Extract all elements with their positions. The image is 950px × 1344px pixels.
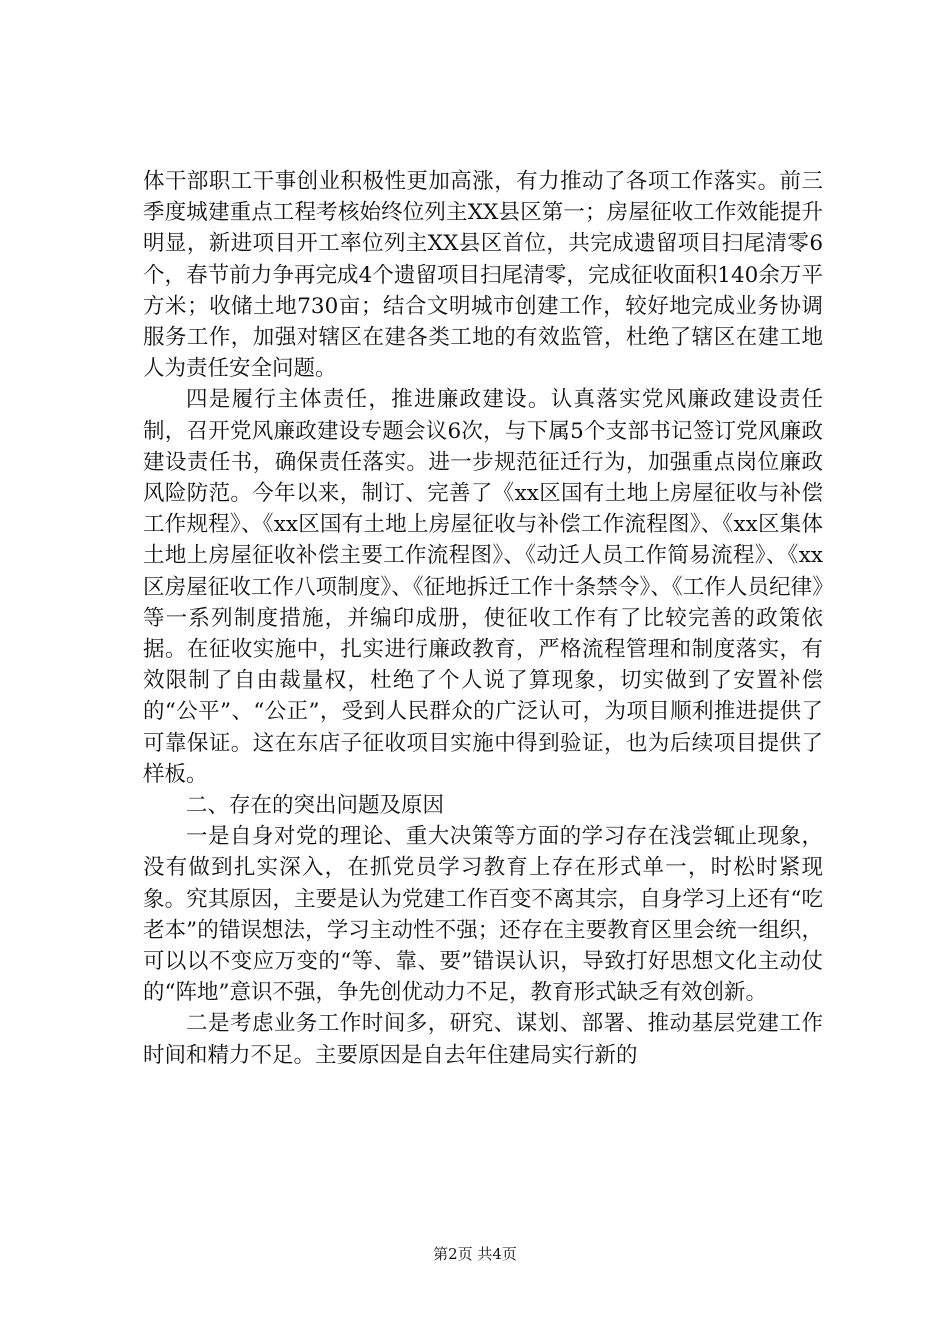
paragraph-clean-governance: 四是履行主体责任，推进廉政建设。认真落实党风廉政建设责任制，召开党风廉政建设专题会议6次，与下属5个支部书记签订党风廉政建设责任书，确保责任落实。进一步规范征迁行为，加强重点岗位廉政风险防范。今年以来，制订、完善了《xx区国有土地上房屋征收与补偿工作规程》、《xx区国有土地上房屋征收与补偿工作流程图》、《xx区集体土地上房屋征收补偿主要工作流程图》、《动迁人员工作简易流程》、《xx区房屋征收工作八项制度》、《征地拆迁工作十条禁令》、《工作人员纪律》等一系列制度措施，并编印成册，使征收工作有了比较完善的政策依据。在征收实施中，扎实进行廉政教育，严格流程管理和制度落实，有效限制了自由裁量权，杜绝了个人说了算现象，切实做到了安置补偿的“公平”、“公正”，受到人民群众的广泛认可，为项目顺利推进提供了可靠保证。这在东店子征收项目实施中得到验证，也为后续项目提供了样板。	[143, 387, 823, 787]
paragraph-continued-work-results: 体干部职工干事创业积极性更加高涨，有力推动了各项工作落实。前三季度城建重点工程考核始终位列主XX县区第一；房屋征收工作效能提升明显，新进项目开工率位列主XX县区首位，共完成遗留项目扫尾清零6个，春节前力争再完成4个遗留项目扫尾清零，完成征收面积140余万平方米；收储土地730亩；结合文明城市创建工作，较好地完成业务协调服务工作，加强对辖区在建各类工地的有效监管，杜绝了辖区在建工地人为责任安全问题。	[143, 169, 823, 382]
document-body	[143, 166, 823, 1071]
section-heading-problems: 二、存在的突出问题及原因	[186, 793, 445, 819]
page-footer: 第2页 共4页	[433, 1245, 517, 1263]
paragraph-problem-one: 一是自身对党的理论、重大决策等方面的学习存在浅尝辄止现象，没有做到扎实深入，在抓党员学习教育上存在形式单一，时松时紧现象。究其原因，主要是认为党建工作百变不离其宗，自身学习上还有“吃老本”的错误想法，学习主动性不强；还存在主要教育区里会统一组织，可以以不变应万变的“等、靠、要”错误认识，导致打好思想文化主动仗的“阵地”意识不强，争先创优动力不足，教育形式缺乏有效创新。	[143, 824, 823, 1006]
paragraph-problem-two: 二是考虑业务工作时间多，研究、谋划、部署、推动基层党建工作时间和精力不足。主要原因是自去年住建局实行新的	[143, 1011, 823, 1068]
